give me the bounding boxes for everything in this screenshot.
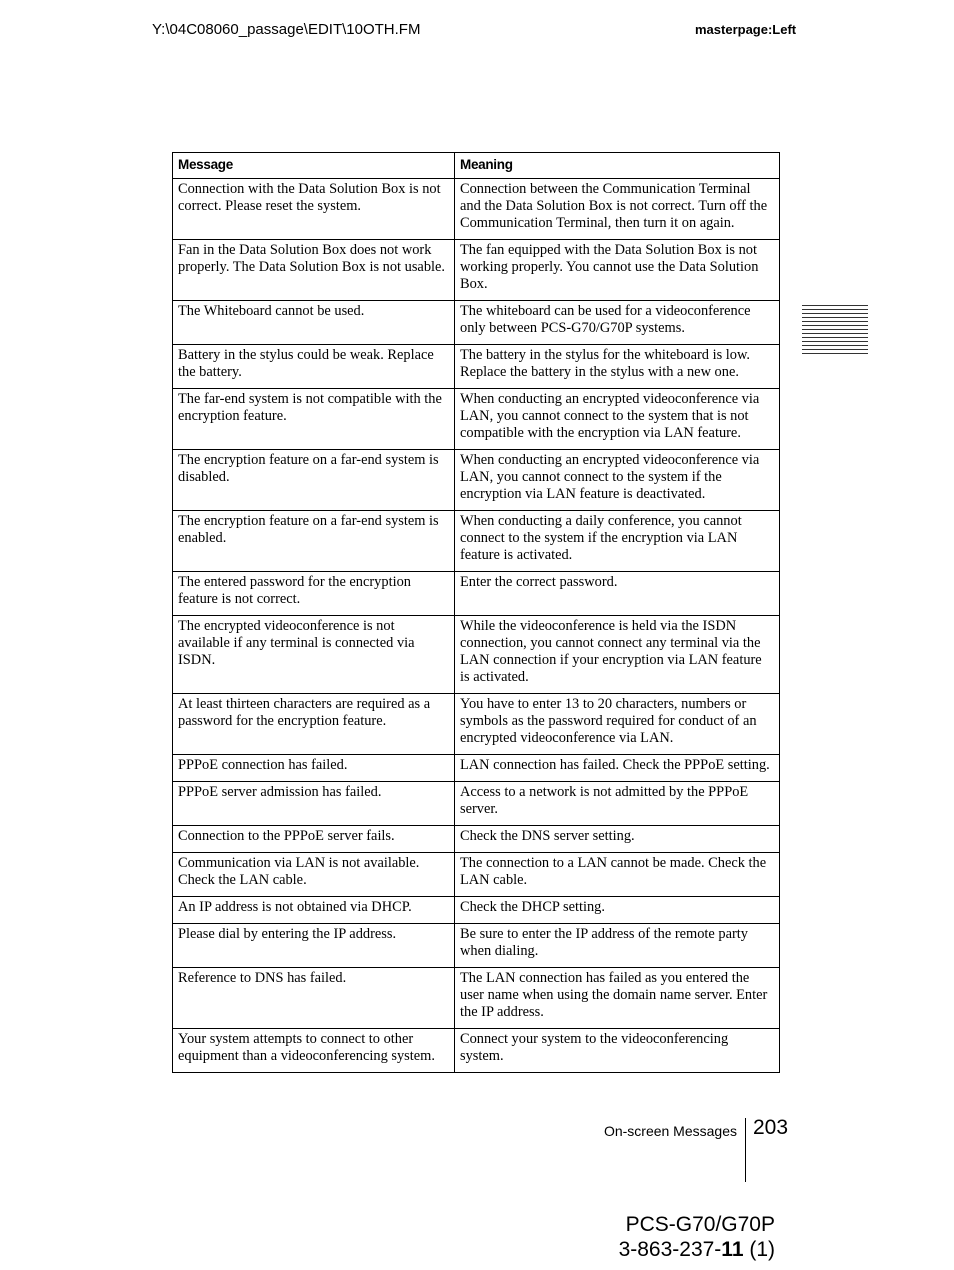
table-row [173, 924, 780, 968]
message-cell: Connection to the PPPoE server fails. [173, 826, 455, 853]
message-cell: The Whiteboard cannot be used. [173, 301, 455, 345]
meaning-cell: The connection to a LAN cannot be made. Check the LAN cable. [455, 853, 780, 897]
table-header-row [173, 153, 780, 179]
message-cell: The encrypted videoconference is not available if any terminal is connected via ISDN. [173, 616, 455, 694]
file-path: Y:\04C08060_passage\EDIT\10OTH.FM [152, 21, 421, 38]
meaning-cell: Check the DHCP setting. [455, 897, 780, 924]
message-cell: The entered password for the encryption feature is not correct. [173, 572, 455, 616]
column-header-message: Message [173, 153, 455, 179]
meaning-cell: When conducting an encrypted videoconference via LAN, you cannot connect to the system that is not compatible with the encryption via LAN feature. [455, 389, 780, 450]
table-row [173, 694, 780, 755]
meaning-cell: When conducting a daily conference, you cannot connect to the system if the encryption via LAN feature is activated. [455, 511, 780, 572]
table-row [173, 511, 780, 572]
part-number-suffix: (1) [743, 1238, 775, 1261]
meaning-cell: Connection between the Communication Terminal and the Data Solution Box is not correct. Turn off the Communication Terminal, then turn it on again. [455, 179, 780, 240]
model-name: PCS-G70/G70P [625, 1213, 775, 1236]
table-row [173, 389, 780, 450]
message-cell: The far-end system is not compatible with the encryption feature. [173, 389, 455, 450]
meaning-cell: Enter the correct password. [455, 572, 780, 616]
meaning-cell: The whiteboard can be used for a videoconference only between PCS-G70/G70P systems. [455, 301, 780, 345]
meaning-cell: You have to enter 13 to 20 characters, numbers or symbols as the password required for conduct of an encrypted videoconference via LAN. [455, 694, 780, 755]
model-block [619, 1212, 775, 1262]
table-row [173, 240, 780, 301]
message-cell: Communication via LAN is not available. Check the LAN cable. [173, 853, 455, 897]
meaning-cell: Connect your system to the videoconferencing system. [455, 1029, 780, 1073]
meaning-cell: While the videoconference is held via the ISDN connection, you cannot connect any terminal via the LAN connection if your encryption via LAN feature is activated. [455, 616, 780, 694]
table-row [173, 755, 780, 782]
table-row [173, 1029, 780, 1073]
part-number [619, 1237, 775, 1262]
masterpage-label: masterpage:Left [695, 22, 797, 37]
part-number-prefix: 3-863-237- [618, 1238, 722, 1261]
meaning-cell: Access to a network is not admitted by the PPPoE server. [455, 782, 780, 826]
part-number-revision: 11 [721, 1238, 744, 1261]
table-row [173, 345, 780, 389]
message-cell: An IP address is not obtained via DHCP. [173, 897, 455, 924]
meaning-cell: The fan equipped with the Data Solution Box is not working properly. You cannot use the Data Solution Box. [455, 240, 780, 301]
table-row [173, 301, 780, 345]
message-cell: The encryption feature on a far-end system is disabled. [173, 450, 455, 511]
table-row [173, 450, 780, 511]
table-row [173, 853, 780, 897]
chapter-thumb-tab [802, 305, 868, 355]
message-cell: Battery in the stylus could be weak. Replace the battery. [173, 345, 455, 389]
message-cell: PPPoE connection has failed. [173, 755, 455, 782]
meaning-cell: Check the DNS server setting. [455, 826, 780, 853]
message-cell: At least thirteen characters are required as a password for the encryption feature. [173, 694, 455, 755]
section-title: On-screen Messages [603, 1123, 737, 1139]
page-number: 203 [753, 1116, 789, 1139]
meaning-cell: The battery in the stylus for the whiteboard is low. Replace the battery in the stylus with a new one. [455, 345, 780, 389]
message-cell: Reference to DNS has failed. [173, 968, 455, 1029]
footer-divider [745, 1118, 746, 1182]
message-cell: Connection with the Data Solution Box is not correct. Please reset the system. [173, 179, 455, 240]
meaning-cell: The LAN connection has failed as you entered the user name when using the domain name server. Enter the IP address. [455, 968, 780, 1029]
message-cell: The encryption feature on a far-end system is enabled. [173, 511, 455, 572]
table-row [173, 616, 780, 694]
column-header-meaning: Meaning [455, 153, 780, 179]
table-row [173, 179, 780, 240]
table-row [173, 897, 780, 924]
message-cell: Your system attempts to connect to other equipment than a videoconferencing system. [173, 1029, 455, 1073]
meaning-cell: LAN connection has failed. Check the PPPoE setting. [455, 755, 780, 782]
table-row [173, 572, 780, 616]
table-row [173, 968, 780, 1029]
meaning-cell: When conducting an encrypted videoconference via LAN, you cannot connect to the system if the encryption via LAN feature is deactivated. [455, 450, 780, 511]
message-cell: PPPoE server admission has failed. [173, 782, 455, 826]
message-cell: Fan in the Data Solution Box does not work properly. The Data Solution Box is not usable. [173, 240, 455, 301]
message-cell: Please dial by entering the IP address. [173, 924, 455, 968]
messages-table [172, 152, 780, 1073]
table-row [173, 826, 780, 853]
table-row [173, 782, 780, 826]
meaning-cell: Be sure to enter the IP address of the remote party when dialing. [455, 924, 780, 968]
